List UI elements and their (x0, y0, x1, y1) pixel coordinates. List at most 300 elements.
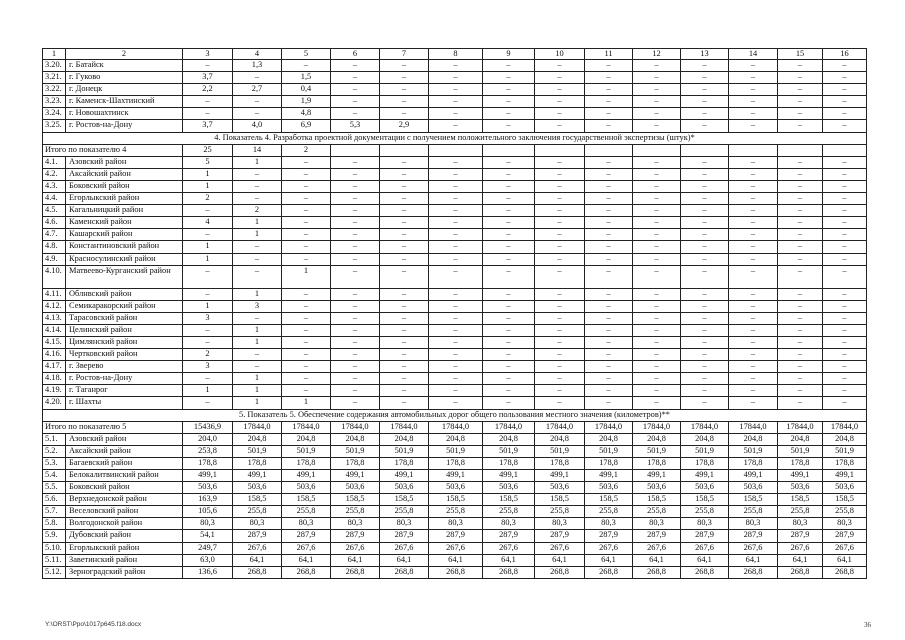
table-cell (585, 144, 633, 156)
table-cell: – (585, 300, 633, 312)
table-row (43, 72, 867, 84)
table-cell: 15 (778, 49, 823, 60)
table-cell: 4.6. (43, 217, 66, 229)
table-cell: – (585, 349, 633, 361)
table-cell: 178,8 (483, 457, 535, 469)
table-cell: 255,8 (282, 506, 331, 518)
table-cell: 267,6 (681, 542, 729, 554)
table-cell: – (183, 373, 233, 385)
table-cell: – (729, 60, 778, 72)
table-cell: 2,2 (183, 84, 233, 96)
table-cell: – (633, 180, 681, 192)
table-cell: 267,6 (282, 542, 331, 554)
table-cell: – (729, 397, 778, 409)
table-cell: – (483, 193, 535, 205)
table-cell: – (778, 120, 823, 132)
table-cell: 80,3 (233, 518, 282, 530)
table-cell: – (729, 385, 778, 397)
table-cell: 4.16. (43, 349, 66, 361)
page-number: 36 (864, 621, 871, 629)
table-cell: 80,3 (380, 518, 429, 530)
table-cell: – (380, 336, 429, 348)
table-cell: 80,3 (585, 518, 633, 530)
table-cell: 501,9 (823, 445, 867, 457)
table-cell: – (483, 253, 535, 265)
table-cell: 2,9 (380, 120, 429, 132)
table-cell: – (535, 156, 585, 168)
table-cell: – (183, 60, 233, 72)
table-cell: 204,8 (778, 433, 823, 445)
table-row (43, 361, 867, 373)
table-cell: – (331, 324, 380, 336)
table-row (43, 373, 867, 385)
table-cell: 64,1 (681, 554, 729, 566)
table-cell: 204,8 (681, 433, 729, 445)
table-cell: – (233, 349, 282, 361)
table-cell: 268,8 (282, 566, 331, 578)
table-cell: 501,9 (585, 445, 633, 457)
table-cell: Азовский район (66, 156, 183, 168)
table-cell: 17844,0 (633, 421, 681, 433)
table-cell: 204,8 (585, 433, 633, 445)
table-cell: 255,8 (778, 506, 823, 518)
table-cell: – (282, 300, 331, 312)
table-cell: – (380, 385, 429, 397)
table-cell: 1,3 (233, 60, 282, 72)
table-cell: Веселовский район (66, 506, 183, 518)
table-cell: – (633, 108, 681, 120)
table-cell: Заветинский район (66, 554, 183, 566)
table-cell: – (429, 193, 483, 205)
table-cell: – (429, 253, 483, 265)
table-cell: 17844,0 (380, 421, 429, 433)
table-cell: – (681, 336, 729, 348)
table-cell: – (282, 349, 331, 361)
table-cell: – (535, 60, 585, 72)
table-cell: 3.22. (43, 84, 66, 96)
table-cell: 1 (183, 168, 233, 180)
table-cell: 268,8 (535, 566, 585, 578)
table-cell: 501,9 (633, 445, 681, 457)
table-cell: 5.11. (43, 554, 66, 566)
table-cell: – (778, 156, 823, 168)
table-cell: 499,1 (585, 470, 633, 482)
table-cell: 499,1 (429, 470, 483, 482)
table-cell: 64,1 (380, 554, 429, 566)
table-cell: – (429, 361, 483, 373)
table-row (43, 300, 867, 312)
table-cell: 80,3 (429, 518, 483, 530)
table-cell: – (585, 96, 633, 108)
table-cell: – (331, 168, 380, 180)
table-cell: – (681, 373, 729, 385)
table-cell: – (681, 180, 729, 192)
table-cell: – (729, 349, 778, 361)
table-cell: г. Зверево (66, 361, 183, 373)
table-cell: 17844,0 (282, 421, 331, 433)
table-cell: Боковский район (66, 180, 183, 192)
table-cell: 268,8 (429, 566, 483, 578)
table-cell: – (429, 349, 483, 361)
table-cell: 1 (233, 385, 282, 397)
table-cell: 2 (183, 193, 233, 205)
table-cell: – (585, 193, 633, 205)
table-cell (681, 144, 729, 156)
table-cell: 178,8 (778, 457, 823, 469)
table-cell: г. Новошахтинск (66, 108, 183, 120)
table-cell: – (729, 312, 778, 324)
table-cell: – (483, 72, 535, 84)
table-cell: 503,6 (823, 482, 867, 494)
table-cell: – (729, 120, 778, 132)
table-cell: – (729, 229, 778, 241)
table-cell: – (535, 312, 585, 324)
table-cell: 64,1 (633, 554, 681, 566)
table-cell: – (729, 72, 778, 84)
table-cell: – (585, 288, 633, 300)
table-cell: – (233, 180, 282, 192)
table-cell: – (778, 312, 823, 324)
table-cell: 5.2. (43, 445, 66, 457)
table-cell: 14 (729, 49, 778, 60)
table-cell: 17844,0 (535, 421, 585, 433)
table-cell: – (823, 180, 867, 192)
table-cell: – (633, 217, 681, 229)
table-cell: – (282, 229, 331, 241)
table-cell: – (585, 324, 633, 336)
table-cell: – (778, 180, 823, 192)
table-cell: – (729, 168, 778, 180)
table-cell: – (483, 180, 535, 192)
table-cell: – (585, 84, 633, 96)
table-cell: 1 (233, 397, 282, 409)
table-cell: 5.6. (43, 494, 66, 506)
table-cell: 255,8 (483, 506, 535, 518)
table-row (43, 288, 867, 300)
table-cell: – (535, 385, 585, 397)
table-cell: 268,8 (585, 566, 633, 578)
table-cell: 158,5 (633, 494, 681, 506)
table-cell: 503,6 (535, 482, 585, 494)
table-cell: – (585, 312, 633, 324)
table-cell: – (778, 324, 823, 336)
table-cell: – (729, 253, 778, 265)
table-cell: – (535, 229, 585, 241)
table-cell: 501,9 (282, 445, 331, 457)
table-cell: – (282, 324, 331, 336)
table-cell: – (633, 349, 681, 361)
table-cell: – (483, 361, 535, 373)
table-cell: 255,8 (535, 506, 585, 518)
table-cell: – (282, 168, 331, 180)
table-cell: – (429, 265, 483, 288)
table-cell: 267,6 (585, 542, 633, 554)
table-cell: – (380, 241, 429, 253)
table-cell: – (183, 265, 233, 288)
table-cell: 158,5 (380, 494, 429, 506)
table-cell: 1 (233, 217, 282, 229)
table-cell: – (778, 168, 823, 180)
table-cell: – (380, 168, 429, 180)
table-cell: 287,9 (823, 530, 867, 542)
table-cell: 5 (183, 156, 233, 168)
table-cell: – (331, 265, 380, 288)
table-cell: – (331, 205, 380, 217)
table-cell: 1 (43, 49, 66, 60)
table-cell: 158,5 (535, 494, 585, 506)
table-cell: – (778, 217, 823, 229)
table-cell: – (429, 397, 483, 409)
table-cell: – (585, 156, 633, 168)
table-cell: 503,6 (429, 482, 483, 494)
table-row (43, 518, 867, 530)
table-cell: 63,0 (183, 554, 233, 566)
table-cell: – (429, 60, 483, 72)
table-row (43, 349, 867, 361)
table-cell: – (380, 361, 429, 373)
table-cell: – (729, 84, 778, 96)
table-row (43, 336, 867, 348)
table-cell: 1,9 (282, 96, 331, 108)
table-cell: Аксайский район (66, 445, 183, 457)
table-cell: – (380, 397, 429, 409)
table-cell (331, 144, 380, 156)
table-cell: – (778, 205, 823, 217)
table-row (43, 84, 867, 96)
table-cell: – (282, 193, 331, 205)
total-row (43, 144, 867, 156)
table-cell: – (823, 60, 867, 72)
table-cell: – (380, 108, 429, 120)
table-cell: Облнвский район (66, 288, 183, 300)
table-cell: – (729, 288, 778, 300)
table-cell: 17844,0 (778, 421, 823, 433)
table-cell: 499,1 (380, 470, 429, 482)
table-cell: – (585, 120, 633, 132)
table-cell: – (331, 253, 380, 265)
table-cell: – (282, 253, 331, 265)
table-cell: – (823, 241, 867, 253)
table-cell: 5.1. (43, 433, 66, 445)
table-row (43, 566, 867, 578)
table-cell: 4.20. (43, 397, 66, 409)
table-cell: 4.12. (43, 300, 66, 312)
table-cell: г. Каменск-Шахтинский (66, 96, 183, 108)
table-cell: – (535, 373, 585, 385)
table-cell (535, 144, 585, 156)
table-cell: – (778, 253, 823, 265)
table-cell: 501,9 (681, 445, 729, 457)
table-cell: – (633, 312, 681, 324)
table-cell: 17844,0 (823, 421, 867, 433)
table-cell: 178,8 (183, 457, 233, 469)
table-cell: – (681, 397, 729, 409)
table-cell: 10 (535, 49, 585, 60)
table-cell: – (483, 349, 535, 361)
table-cell: 1 (282, 265, 331, 288)
table-cell: – (535, 120, 585, 132)
table-cell: Кашарский район (66, 229, 183, 241)
table-cell: 0,4 (282, 84, 331, 96)
table-cell: 3 (183, 312, 233, 324)
table-cell: – (483, 324, 535, 336)
table-cell: – (429, 312, 483, 324)
table-cell: – (681, 108, 729, 120)
table-cell: 204,8 (380, 433, 429, 445)
table-cell: 8 (429, 49, 483, 60)
table-cell: 1 (183, 241, 233, 253)
table-row (43, 229, 867, 241)
table-cell: 178,8 (282, 457, 331, 469)
table-cell: 1 (233, 288, 282, 300)
table-cell: – (483, 385, 535, 397)
table-cell: 64,1 (331, 554, 380, 566)
table-row (43, 96, 867, 108)
table-cell: – (233, 312, 282, 324)
table-cell: Волгодонской район (66, 518, 183, 530)
table-cell: 3.23. (43, 96, 66, 108)
table-cell: – (380, 349, 429, 361)
table-cell: 17844,0 (585, 421, 633, 433)
table-cell: Егорлыкский район (66, 193, 183, 205)
table-cell: – (233, 241, 282, 253)
table-cell: – (823, 193, 867, 205)
table-cell: 287,9 (729, 530, 778, 542)
table-cell: 5.10. (43, 542, 66, 554)
table-cell: – (380, 373, 429, 385)
table-cell: – (535, 397, 585, 409)
table-cell: – (380, 288, 429, 300)
table-cell: 5.4. (43, 470, 66, 482)
table-cell: 1,5 (282, 72, 331, 84)
table-cell: 4.7. (43, 229, 66, 241)
table-cell: 287,9 (282, 530, 331, 542)
table-cell: 267,6 (729, 542, 778, 554)
table-cell: – (778, 60, 823, 72)
table-cell: 501,9 (380, 445, 429, 457)
table-cell: 501,9 (429, 445, 483, 457)
table-cell: 3 (183, 49, 233, 60)
table-cell: – (585, 336, 633, 348)
table-cell (633, 144, 681, 156)
table-cell: – (233, 265, 282, 288)
table-cell: – (483, 300, 535, 312)
table-cell: 503,6 (778, 482, 823, 494)
table-cell: Верхнедонской район (66, 494, 183, 506)
table-cell: 499,1 (331, 470, 380, 482)
table-cell: – (380, 156, 429, 168)
table-cell: – (535, 180, 585, 192)
table-cell: г. Гуково (66, 72, 183, 84)
table-cell: Кагальницкий район (66, 205, 183, 217)
table-cell: – (483, 397, 535, 409)
table-cell: Константиновский район (66, 241, 183, 253)
table-cell: 16 (823, 49, 867, 60)
table-cell: – (429, 300, 483, 312)
table-cell: 204,8 (282, 433, 331, 445)
table-cell: 204,8 (729, 433, 778, 445)
table-cell: – (233, 72, 282, 84)
table-cell: – (233, 96, 282, 108)
table-cell: – (429, 84, 483, 96)
table-cell: 268,8 (380, 566, 429, 578)
table-cell: 499,1 (282, 470, 331, 482)
table-cell: – (282, 312, 331, 324)
table-cell: – (729, 324, 778, 336)
table-cell: 178,8 (823, 457, 867, 469)
table-cell: – (282, 336, 331, 348)
table-cell: – (681, 288, 729, 300)
table-cell: 287,9 (681, 530, 729, 542)
table-cell: 17844,0 (331, 421, 380, 433)
table-row (43, 205, 867, 217)
table-cell: 267,6 (823, 542, 867, 554)
table-cell: 80,3 (282, 518, 331, 530)
table-cell: – (535, 241, 585, 253)
table-cell: 249,7 (183, 542, 233, 554)
table-cell: 4.1. (43, 156, 66, 168)
table-cell: – (729, 156, 778, 168)
table-cell: 499,1 (633, 470, 681, 482)
table-cell: 255,8 (380, 506, 429, 518)
table-cell: 5.9. (43, 530, 66, 542)
table-cell: – (633, 397, 681, 409)
table-cell: – (483, 96, 535, 108)
table-cell: – (535, 205, 585, 217)
table-cell: – (183, 205, 233, 217)
table-cell: 3 (183, 361, 233, 373)
table-cell: Итого по показателю 5 (43, 421, 183, 433)
table-cell: – (823, 156, 867, 168)
table-cell: – (380, 96, 429, 108)
table-cell: – (535, 265, 585, 288)
table-cell: 4.13. (43, 312, 66, 324)
table-cell: 4.10. (43, 265, 66, 288)
table-cell: – (331, 241, 380, 253)
table-cell: – (535, 217, 585, 229)
table-cell: – (778, 300, 823, 312)
table-cell: – (233, 361, 282, 373)
table-cell: 14 (233, 144, 282, 156)
table-cell: – (633, 60, 681, 72)
table-cell: Дубовский район (66, 530, 183, 542)
table-cell: – (681, 229, 729, 241)
table-row (43, 312, 867, 324)
table-cell: 287,9 (633, 530, 681, 542)
section-title-row (43, 132, 867, 144)
table-cell: 204,8 (331, 433, 380, 445)
table-cell: Зерноградский район (66, 566, 183, 578)
data-table (42, 48, 867, 579)
table-row (43, 180, 867, 192)
table-cell: – (729, 205, 778, 217)
table-cell: – (729, 265, 778, 288)
table-cell: – (823, 361, 867, 373)
table-cell: – (585, 265, 633, 288)
table-cell: – (183, 108, 233, 120)
table-cell: – (331, 349, 380, 361)
table-cell: 499,1 (233, 470, 282, 482)
table-cell: Егорлыкский район (66, 542, 183, 554)
table-cell: 5.3. (43, 457, 66, 469)
table-cell: 80,3 (633, 518, 681, 530)
table-cell: Багаевский район (66, 457, 183, 469)
table-cell: – (681, 300, 729, 312)
table-cell: 13 (681, 49, 729, 60)
table-cell: 64,1 (778, 554, 823, 566)
table-cell: – (823, 72, 867, 84)
table-cell: 105,6 (183, 506, 233, 518)
